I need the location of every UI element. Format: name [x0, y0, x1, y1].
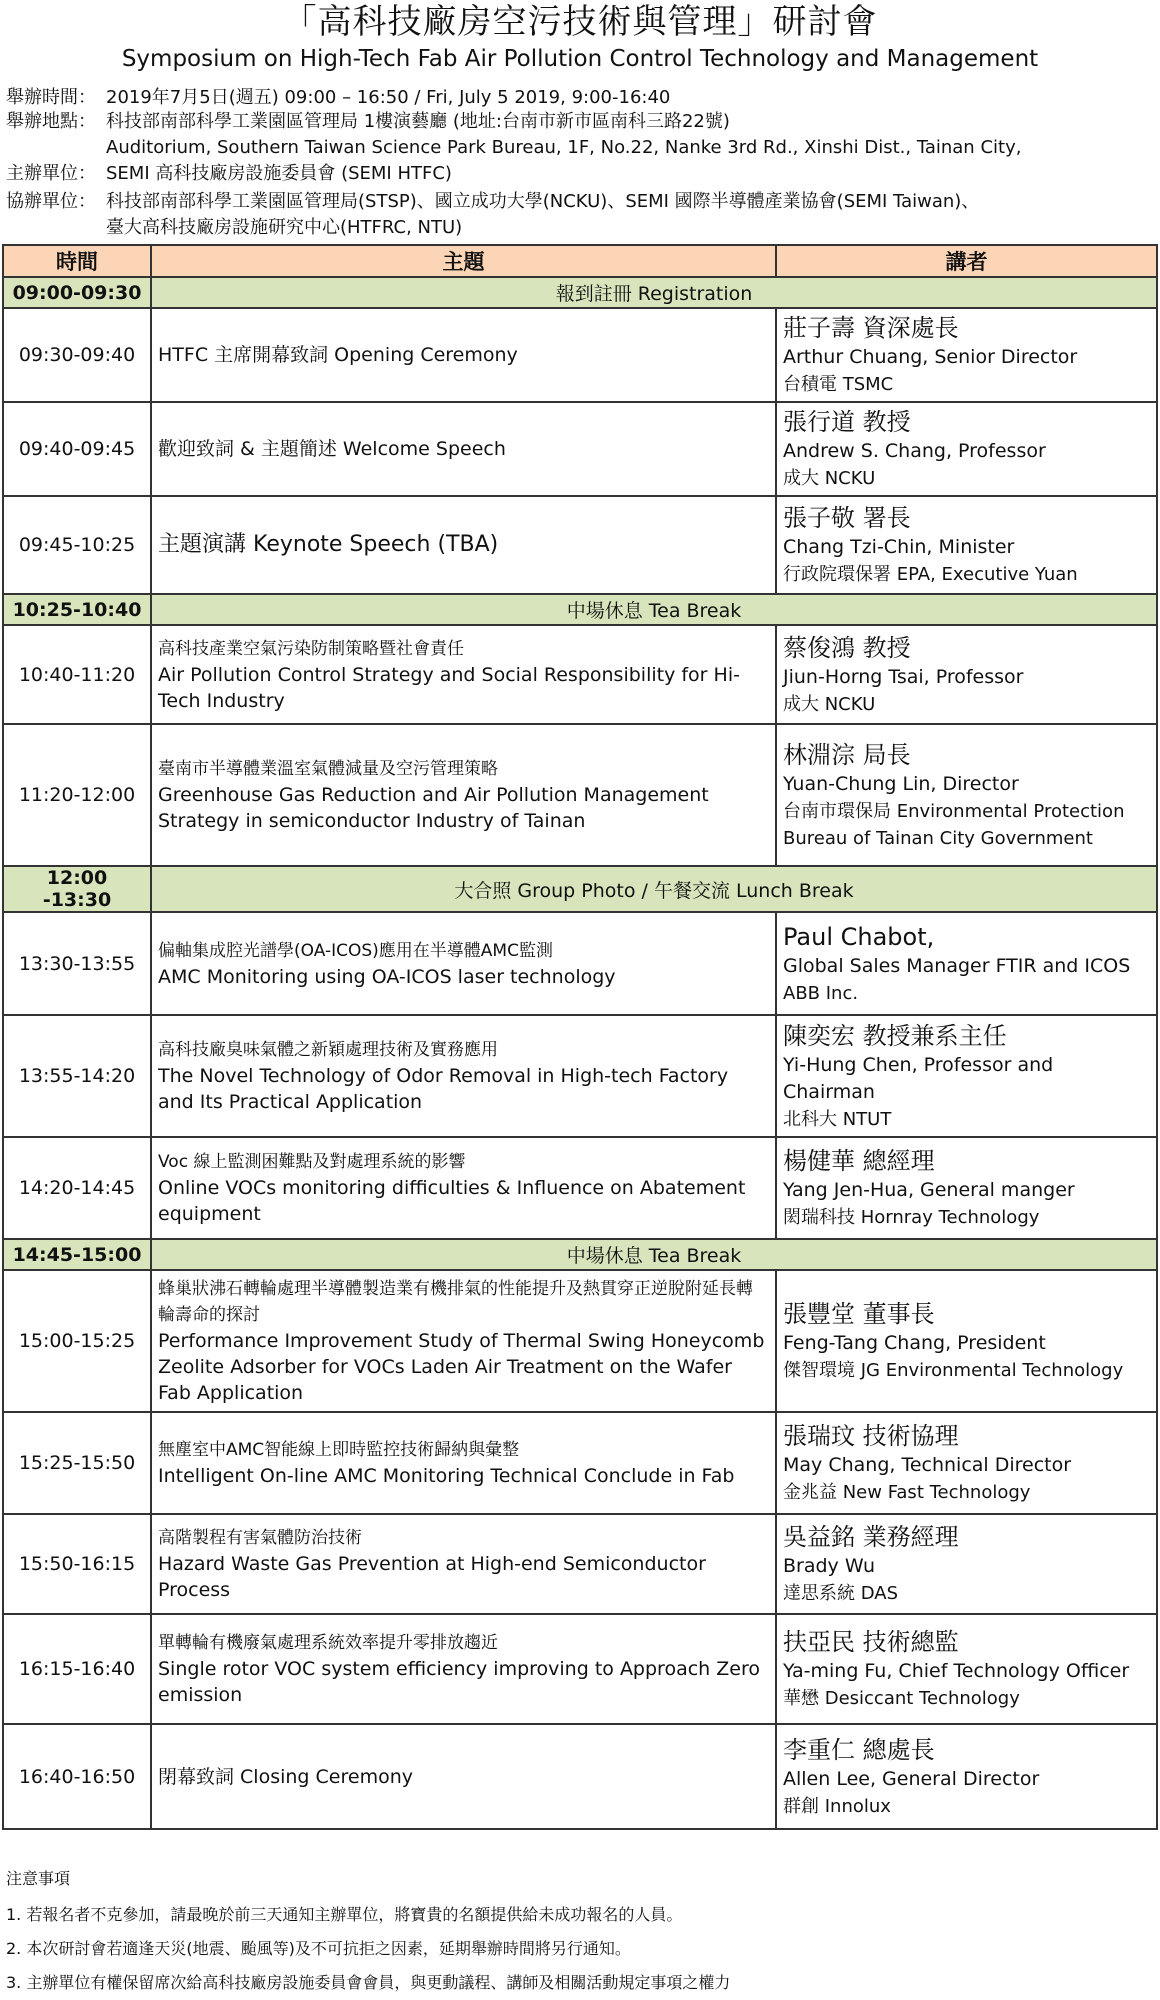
speaker-title: Chang Tzi-Chin, Minister: [783, 536, 1015, 558]
topic-line-en: Performance Improvement Study of Thermal Swing Honeycomb Zeolite Adsorber for VOCs Laden Air Treatment on the Wafer Fab Application: [158, 1330, 765, 1404]
topic-line-en: Air Pollution Control Strategy and Social Responsibility for Hi-Tech Industry: [158, 663, 740, 712]
break-label: 中場休息 Tea Break: [151, 594, 1157, 625]
speaker-name: 張行道 教授: [783, 408, 911, 436]
speaker-name: 莊子壽 資深處長: [783, 314, 959, 342]
topic-line-zh: 高科技產業空氣污染防制策略暨社會責任: [158, 638, 464, 659]
row-topic: [151, 496, 776, 594]
row-speaker: [776, 1514, 1157, 1614]
row-time: 15:00-15:25: [3, 1270, 151, 1412]
header-topic: 主題: [151, 245, 776, 277]
agenda-row: [3, 1614, 1157, 1724]
topic-line-zh: Voc 線上監測困難點及對處理系統的影響: [158, 1152, 466, 1172]
speaker-name: 張豐堂 董事長: [783, 1300, 935, 1328]
break-label: 大合照 Group Photo / 午餐交流 Lunch Break: [151, 866, 1157, 912]
break-time: 14:45-15:00: [3, 1239, 151, 1270]
agenda-row: [3, 912, 1157, 1015]
row-time: 16:40-16:50: [3, 1724, 151, 1829]
agenda-row: [3, 1137, 1157, 1239]
speaker-title: Brady Wu: [783, 1555, 875, 1577]
speaker-affiliation: 成大 NCKU: [783, 468, 876, 489]
info-coorganizer-value: 科技部南部科學工業園區管理局(STSP)、國立成功大學(NCKU)、SEMI 國際半導體產業協會(SEMI Taiwan)、: [106, 191, 980, 212]
row-topic: [151, 308, 776, 402]
speaker-name: 蔡俊鴻 教授: [783, 633, 911, 662]
row-time: 09:30-09:40: [3, 308, 151, 402]
speaker-name: 林淵淙 局長: [783, 740, 911, 769]
row-topic: [151, 1724, 776, 1829]
row-topic: [151, 1514, 776, 1614]
speaker-name: Paul Chabot,: [783, 922, 935, 951]
row-time: 13:30-13:55: [3, 912, 151, 1015]
speaker-title: Jiun-Horng Tsai, Professor: [783, 665, 1024, 688]
speaker-affiliation: 達思系統 DAS: [783, 1583, 899, 1604]
info-time-value: 2019年7月5日(週五) 09:00 – 16:50 / Fri, July 5 2019, 9:00-16:40: [106, 87, 671, 108]
page-title-zh: 「高科技廠房空污技術與管理」研討會: [282, 2, 878, 42]
speaker-affiliation: 行政院環保署 EPA, Executive Yuan: [783, 564, 1078, 585]
note-item: 2. 本次研討會若適逢天災(地震、颱風等)及不可抗拒之因素，延期舉辦時間將另行通知。: [6, 1939, 631, 1958]
info-organizer-label: 主辦單位：: [6, 163, 96, 184]
topic-line-en: Greenhouse Gas Reduction and Air Pollution Management Strategy in semiconductor Industry of Tainan: [158, 784, 709, 832]
topic-line-zh: 無塵室中AMC智能線上即時監控技術歸納與彙整: [158, 1440, 520, 1460]
topic-line-en: Intelligent On-line AMC Monitoring Technical Conclude in Fab: [158, 1465, 735, 1487]
topic-line-en: Hazard Waste Gas Prevention at High-end Semiconductor Process: [158, 1553, 706, 1601]
break-label: 報到註冊 Registration: [151, 277, 1157, 308]
info-time: [6, 86, 670, 110]
notes-title: 注意事項: [6, 1869, 71, 1888]
row-speaker: [776, 1724, 1157, 1829]
info-time-label: 舉辦時間：: [6, 87, 96, 108]
agenda-row: [3, 1412, 1157, 1514]
break-row: [3, 1239, 1157, 1270]
agenda-header-row: [3, 245, 1157, 277]
row-time: 10:40-11:20: [3, 625, 151, 724]
speaker-affiliation: 台南市環保局 Environmental Protection Bureau of Tainan City Government: [783, 800, 1125, 849]
row-time: 15:50-16:15: [3, 1514, 151, 1614]
speaker-affiliation: 台積電 TSMC: [783, 374, 894, 395]
info-coorganizer-value-2: 臺大高科技廠房設施研究中心(HTFRC, NTU): [106, 217, 463, 238]
topic-line: 歡迎致詞 & 主題簡述 Welcome Speech: [158, 438, 506, 460]
speaker-title: Feng-Tang Chang, President: [783, 1332, 1046, 1354]
break-row: [3, 277, 1157, 308]
agenda-row: [3, 1514, 1157, 1614]
row-speaker: [776, 1412, 1157, 1514]
row-speaker: [776, 1614, 1157, 1724]
speaker-title: Yuan-Chung Lin, Director: [783, 772, 1019, 795]
speaker-name: 扶亞民 技術總監: [783, 1628, 959, 1656]
row-topic: [151, 625, 776, 724]
row-topic: [151, 912, 776, 1015]
row-time: 11:20-12:00: [3, 724, 151, 866]
row-time: 13:55-14:20: [3, 1015, 151, 1137]
speaker-title: Andrew S. Chang, Professor: [783, 440, 1046, 462]
info-venue-label: 舉辦地點：: [6, 111, 96, 132]
topic-line-en: Online VOCs monitoring difficulties & Influence on Abatement equipment: [158, 1177, 746, 1225]
agenda-row: [3, 724, 1157, 866]
topic-line-zh: 單轉輪有機廢氣處理系統效率提升零排放趨近: [158, 1633, 498, 1653]
topic-line: HTFC 主席開幕致詞 Opening Ceremony: [158, 344, 518, 366]
topic-line-en: AMC Monitoring using OA-ICOS laser technology: [158, 965, 616, 988]
topic-line-zh: 蜂巢狀沸石轉輪處理半導體製造業有機排氣的性能提升及熱貫穿正逆脫附延長轉輪壽命的探討: [158, 1279, 753, 1325]
note-item: 1. 若報名者不克參加，請最晚於前三天通知主辦單位，將寶貴的名額提供給未成功報名的人員。: [6, 1905, 683, 1924]
row-speaker: [776, 1270, 1157, 1412]
speaker-affiliation: 閎瑞科技 Hornray Technology: [783, 1207, 1040, 1228]
topic-line: 閉幕致詞 Closing Ceremony: [158, 1765, 413, 1788]
agenda-row: [3, 1270, 1157, 1412]
row-speaker: [776, 308, 1157, 402]
row-time: 09:40-09:45: [3, 402, 151, 496]
topic-line-zh: 高科技廠臭味氣體之新穎處理技術及實務應用: [158, 1040, 498, 1060]
speaker-affiliation: 金兆益 New Fast Technology: [783, 1482, 1031, 1503]
info-coorganizer-2: [6, 216, 462, 240]
break-time: 10:25-10:40: [3, 594, 151, 625]
header-speaker: 講者: [776, 245, 1157, 277]
topic-line: 主題演講 Keynote Speech (TBA): [158, 532, 499, 557]
speaker-title: Global Sales Manager FTIR and ICOS: [783, 954, 1131, 977]
agenda-row: [3, 625, 1157, 724]
topic-line-zh: 臺南市半導體業溫室氣體減量及空污管理策略: [158, 759, 498, 779]
row-speaker: [776, 912, 1157, 1015]
row-speaker: [776, 496, 1157, 594]
speaker-name: 張瑞玟 技術協理: [783, 1422, 959, 1450]
topic-line-zh: 高階製程有害氣體防治技術: [158, 1528, 362, 1548]
speaker-affiliation: ABB Inc.: [783, 982, 859, 1004]
agenda-row: [3, 1015, 1157, 1137]
row-speaker: [776, 402, 1157, 496]
info-coorganizer-label: 協辦單位：: [6, 191, 96, 212]
agenda-row: [3, 402, 1157, 496]
agenda-table: [2, 244, 1158, 1830]
row-speaker: [776, 1015, 1157, 1137]
row-topic: [151, 1412, 776, 1514]
speaker-title: Allen Lee, General Director: [783, 1767, 1040, 1790]
agenda-row: [3, 308, 1157, 402]
row-topic: [151, 402, 776, 496]
row-time: 15:25-15:50: [3, 1412, 151, 1514]
speaker-title: May Chang, Technical Director: [783, 1454, 1072, 1476]
speaker-name: 楊健華 總經理: [783, 1147, 935, 1175]
speaker-title: Arthur Chuang, Senior Director: [783, 346, 1078, 368]
header-time: 時間: [3, 245, 151, 277]
row-topic: [151, 724, 776, 866]
speaker-title: Ya-ming Fu, Chief Technology Officer: [783, 1660, 1130, 1682]
row-topic: [151, 1015, 776, 1137]
info-organizer: [6, 162, 452, 186]
speaker-title: Yi-Hung Chen, Professor and Chairman: [783, 1053, 1054, 1103]
info-organizer-value: SEMI 高科技廠房設施委員會 (SEMI HTFC): [106, 163, 452, 184]
topic-line-en: The Novel Technology of Odor Removal in High-tech Factory and Its Practical Application: [158, 1065, 729, 1113]
speaker-name: 吳益銘 業務經理: [783, 1523, 959, 1551]
row-topic: [151, 1270, 776, 1412]
speaker-name: 張子敬 署長: [783, 504, 911, 532]
info-venue: [6, 110, 730, 134]
topic-line-zh: 偏軸集成腔光譜學(OA-ICOS)應用在半導體AMC監測: [158, 940, 553, 961]
agenda-row: [3, 496, 1157, 594]
break-label: 中場休息 Tea Break: [151, 1239, 1157, 1270]
agenda-row: [3, 1724, 1157, 1829]
row-time: 16:15-16:40: [3, 1614, 151, 1724]
speaker-affiliation: 北科大 NTUT: [783, 1108, 892, 1130]
row-time: 09:45-10:25: [3, 496, 151, 594]
break-time: 09:00-09:30: [3, 277, 151, 308]
speaker-affiliation: 成大 NCKU: [783, 693, 876, 715]
speaker-name: 李重仁 總處長: [783, 1735, 935, 1764]
page-title-en: Symposium on High-Tech Fab Air Pollution Control Technology and Management: [121, 46, 1039, 72]
speaker-affiliation: 群創 Innolux: [783, 1795, 891, 1817]
row-time: 14:20-14:45: [3, 1137, 151, 1239]
break-time: 12:00 -13:30: [3, 866, 151, 912]
speaker-title: Yang Jen-Hua, General manger: [783, 1179, 1075, 1201]
info-venue-value-en: Auditorium, Southern Taiwan Science Park Bureau, 1F, No.22, Nanke 3rd Rd., Xinshi Dist., Tainan City,: [106, 137, 1022, 158]
topic-line-en: Single rotor VOC system efficiency improving to Approach Zero emission: [158, 1658, 760, 1706]
info-coorganizer: [6, 190, 979, 214]
note-item: 3. 主辦單位有權保留席次給高科技廠房設施委員會會員，與更動議程、講師及相關活動規定事項之權力: [6, 1973, 731, 1992]
row-topic: [151, 1137, 776, 1239]
info-venue-en: [6, 136, 1021, 160]
speaker-name: 陳奕宏 教授兼系主任: [783, 1021, 1007, 1050]
row-topic: [151, 1614, 776, 1724]
row-speaker: [776, 724, 1157, 866]
speaker-affiliation: 華懋 Desiccant Technology: [783, 1688, 1020, 1709]
break-row: [3, 866, 1157, 912]
info-venue-value: 科技部南部科學工業園區管理局 1樓演藝廳 (地址:台南市新市區南科三路22號): [106, 111, 730, 132]
speaker-affiliation: 傑智環境 JG Environmental Technology: [783, 1360, 1124, 1381]
row-speaker: [776, 625, 1157, 724]
break-row: [3, 594, 1157, 625]
row-speaker: [776, 1137, 1157, 1239]
